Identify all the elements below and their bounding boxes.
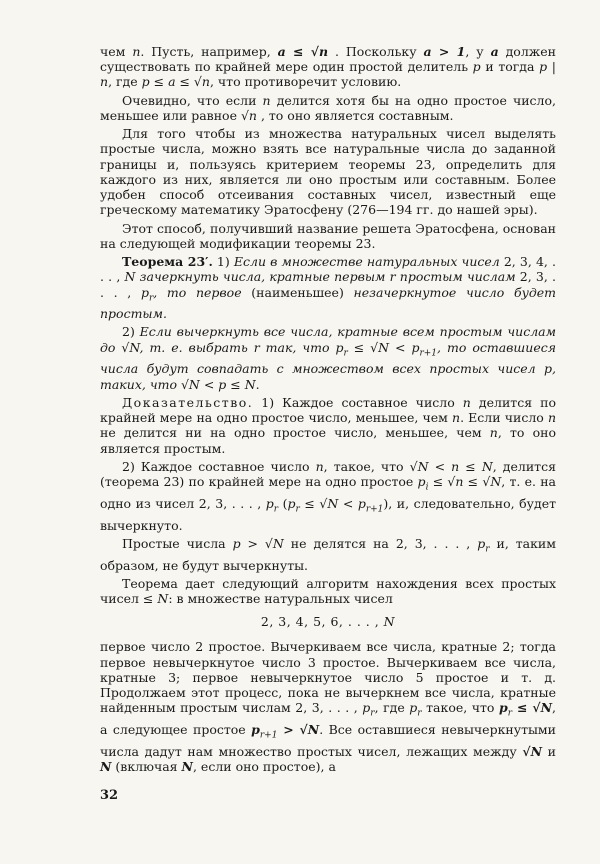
- text-run: Для того чтобы из множества натуральных чисел выделять простые числа, можно взять все натуральные числа до заданной границы и, пользуясь критерием теоремы 23, определить для каждого из них, является ли оно простым или составным. Более удобен способ отсеивания составных чисел, известный еще греческому математику Эратосфену (276—194 гг. до нашей эры).: [100, 126, 556, 218]
- text-run: ≤ √N: [512, 700, 553, 716]
- text-run: , делится (теорема 23) по крайней мере на одно простое: [100, 458, 556, 490]
- text-run: , то оно является простым.: [100, 425, 556, 456]
- text-run: . Пусть, например,: [140, 44, 278, 59]
- text-run: , то первое: [153, 284, 242, 300]
- text-run: , что противоречит условию.: [209, 74, 402, 90]
- text-run: 2) Каждое составное число: [122, 458, 316, 474]
- text-run: √N: [121, 339, 140, 355]
- text-run: должен существовать по крайней мере один простой делитель: [100, 44, 556, 75]
- text-run: p: [472, 59, 481, 75]
- text-run: . Если число: [460, 410, 548, 426]
- text-run: 2, 3, 4, . . . ,: [100, 254, 556, 285]
- text-run: , т. е. на одно из чисел 2, 3, . . . ,: [100, 474, 556, 511]
- text-run: , где: [108, 74, 142, 90]
- subscript: r: [507, 708, 513, 719]
- text-run: N: [181, 759, 193, 775]
- subscript: r+1: [365, 504, 384, 515]
- sequence-formula: [100, 614, 556, 629]
- text-run: p: [409, 700, 418, 716]
- paragraph-primes-not-divisible: [100, 536, 556, 573]
- text-run: , у: [465, 44, 491, 59]
- subscript: r+1: [419, 348, 438, 359]
- text-run: Теорема 23′.: [122, 254, 213, 270]
- text-run: : в множестве натуральных чисел: [168, 591, 393, 606]
- subscript: r: [148, 293, 154, 304]
- text-run: ), и, следовательно, будет вычеркнуто.: [100, 495, 557, 533]
- text-run: Этот способ, получивший название решета Эратосфена, основан на следующей модификации теоремы 23.: [100, 220, 556, 251]
- subscript: r: [273, 504, 279, 515]
- text-run: 2, 3, . . . ,: [100, 269, 556, 300]
- paragraph-2: [100, 93, 556, 123]
- theorem-23-prime-paragraph-2: [100, 324, 556, 391]
- text-run: Если вычеркнуть все числа, кратные всем простым числам до: [100, 324, 556, 355]
- paragraph-3: [100, 126, 556, 217]
- text-run: (наименьшее): [241, 284, 354, 300]
- text-run: первое число 2 простое. Вычеркиваем все числа, кратные 2; тогда первое невычеркнутое число 3 простое. Вычеркиваем все числа, кратные 3; первое невычеркнутое число 5 простое и т. д. Продолжаем этот процесс, пока не вычеркнем все числа, кратные найденным простым числам 2, 3, . . . ,: [100, 639, 556, 716]
- text-run: делится хотя бы на одно простое число, меньшее или равное: [100, 92, 556, 123]
- text-run: p: [140, 284, 149, 300]
- theorem-23-prime-paragraph-1: [100, 254, 556, 321]
- text-run: и: [542, 743, 556, 759]
- text-run: Очевидно, что если: [122, 92, 263, 108]
- text-run: n: [262, 92, 271, 108]
- subscript: r+1: [259, 730, 278, 741]
- text-run: p: [251, 722, 260, 738]
- text-run: p: [417, 474, 426, 490]
- text-run: n: [489, 425, 498, 441]
- text-run: a > 1: [423, 44, 466, 59]
- text-run: ≤ √n ≤ √N: [428, 474, 502, 490]
- text-run: 1) Каждое составное число: [253, 394, 463, 410]
- text-run: N: [383, 614, 396, 630]
- text-run: 2): [122, 324, 140, 340]
- text-run: делится по крайней мере на одно простое число, меньшее, чем: [100, 394, 556, 426]
- text-run: > √N: [277, 722, 320, 738]
- text-run: (: [278, 495, 288, 511]
- text-run: Если в множестве натуральных чисел: [233, 254, 504, 270]
- text-run: . Все оставшиеся невычеркнутыми числа дадут нам множество простых чисел, лежащих между: [100, 722, 556, 759]
- paragraph-4: [100, 221, 556, 251]
- text-run: √N < p ≤ N: [180, 376, 256, 392]
- text-run: , такое, что: [323, 458, 410, 474]
- text-run: n: [452, 410, 461, 426]
- text-run: незачеркнутое число будет простым.: [100, 284, 557, 322]
- subscript: r: [485, 544, 490, 555]
- text-run: p: [362, 700, 371, 716]
- text-run: .: [255, 376, 260, 392]
- text-run: не делится ни на одно простое число, меньшее, чем: [100, 425, 490, 441]
- text-run: N: [100, 759, 112, 775]
- subscript: r: [343, 348, 348, 359]
- text-run: p: [265, 495, 274, 511]
- text-run: Теорема дает следующий алгоритм нахождения всех простых чисел: [100, 575, 556, 606]
- text-run: √N < n ≤ N: [409, 458, 493, 474]
- text-run: такое, что: [421, 700, 499, 716]
- text-run: √n: [240, 107, 257, 123]
- text-run: , т. е. выбрать r так, что p: [139, 339, 344, 355]
- paragraph-algorithm-intro: [100, 576, 556, 606]
- text-run: ≤ N: [142, 591, 169, 606]
- text-run: 1): [212, 254, 234, 270]
- text-run: . Поскольку: [328, 44, 424, 59]
- text-run: √N: [522, 743, 543, 759]
- subscript: r: [417, 708, 422, 719]
- text-run: p > √N: [232, 535, 284, 551]
- subscript: r: [370, 708, 375, 719]
- text-run: не делятся на 2, 3, . . . ,: [283, 535, 478, 551]
- subscript: i: [425, 482, 429, 493]
- text-run: N зачеркнуть числа, кратные первым r простым числам: [124, 269, 520, 285]
- text-run: , то оно является составным.: [256, 107, 454, 123]
- text-run: 2, 3, 4, 5, 6, . . . ,: [260, 614, 384, 630]
- text-run: n: [547, 410, 557, 426]
- paragraph-algorithm-steps: [100, 639, 556, 774]
- proof-paragraph-2: [100, 459, 556, 533]
- text-run: ≤ √N < p: [299, 495, 366, 511]
- page-number: 32: [100, 788, 119, 803]
- text-run: a ≤ √n: [277, 44, 329, 59]
- text-run: ≤ √N < p: [347, 339, 420, 355]
- proof-paragraph-1: [100, 395, 556, 456]
- text-run: p ≤ a ≤ √n: [141, 74, 210, 90]
- text-run: p: [499, 700, 508, 716]
- text-run: n: [462, 394, 471, 410]
- subscript: r: [295, 504, 300, 515]
- text-run: Простые числа: [122, 535, 233, 551]
- text-run: и, таким образом, не будут вычеркнуты.: [100, 535, 556, 573]
- text-run: и тогда: [480, 59, 540, 75]
- text-run: , то оставшиеся числа будут совпадать с множеством всех простых чисел p, таких, что: [100, 339, 556, 392]
- text-run: , если оно простое), а: [192, 759, 336, 775]
- text-run: p | n: [100, 59, 556, 90]
- text-run: a: [490, 44, 499, 59]
- text-run: , а следующее простое: [100, 700, 556, 738]
- page-body: [100, 44, 556, 777]
- text-run: , где: [374, 700, 410, 716]
- text-run: p: [287, 495, 296, 511]
- text-run: чем: [100, 44, 133, 59]
- text-run: n: [315, 458, 324, 474]
- text-run: p: [477, 535, 486, 551]
- text-run: n: [132, 44, 141, 59]
- text-run: Доказательство.: [122, 394, 254, 410]
- text-run: (включая: [111, 759, 182, 775]
- paragraph-1: [100, 44, 556, 90]
